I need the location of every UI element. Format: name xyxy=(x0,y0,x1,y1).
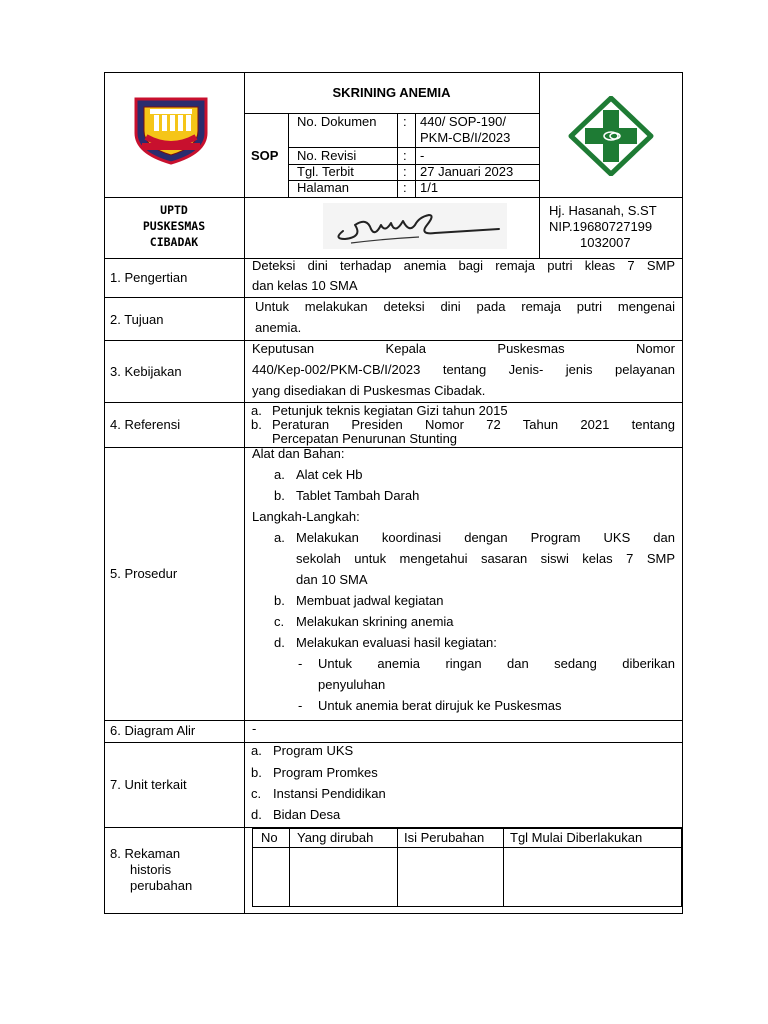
signature-icon xyxy=(323,203,507,249)
label-kebijakan: 3. Kebijakan xyxy=(110,364,182,379)
label-unit-terkait: 7. Unit terkait xyxy=(110,777,187,792)
label-tgl-terbit: Tgl. Terbit xyxy=(297,164,354,179)
label-pengertian: 1. Pengertian xyxy=(110,270,188,285)
org-name xyxy=(104,202,244,250)
signer-nip-line-2: 1032007 xyxy=(580,235,631,250)
sop-label: SOP xyxy=(251,148,279,163)
revision-col-divider-3 xyxy=(503,829,504,907)
alat-b-marker: b. xyxy=(274,488,285,503)
step-a-line-2: sekolah untuk mengetahui sasaran siswi kelas 7 SMP xyxy=(296,551,675,566)
revision-col-isi-perubahan: Isi Perubahan xyxy=(404,830,485,845)
puskesmas-cross-icon xyxy=(567,96,655,176)
unit-c-text: Instansi Pendidikan xyxy=(273,786,386,801)
tujuan-line-2: anemia. xyxy=(255,320,302,335)
referensi-b-line-1: Peraturan Presiden Nomor 72 Tahun 2021 tentang xyxy=(272,417,675,432)
org-line-3: CIBADAK xyxy=(149,235,199,249)
referensi-b-line-2: Percepatan Penurunan Stunting xyxy=(272,431,458,446)
pengertian-line-2: dan kelas 10 SMA xyxy=(252,278,358,293)
tujuan-line-1: Untuk melakukan deteksi dini pada remaja putri mengenai xyxy=(255,299,675,314)
colon-no-revisi: : xyxy=(403,148,407,163)
value-halaman: 1/1 xyxy=(420,180,439,195)
sop-label-divider xyxy=(288,113,289,197)
value-tgl-terbit: 27 Januari 2023 xyxy=(420,164,514,179)
revision-col-divider-1 xyxy=(289,829,290,907)
signer-name: Hj. Hasanah, S.ST xyxy=(549,203,657,218)
rule-pengertian-bottom xyxy=(104,297,683,298)
unit-a-marker: a. xyxy=(251,743,262,758)
org-line-1: UPTD xyxy=(160,203,188,217)
step-d-text: Melakukan evaluasi hasil kegiatan: xyxy=(296,635,497,650)
step-d-marker: d. xyxy=(274,635,285,650)
revision-header-rule xyxy=(253,847,683,848)
step-b-marker: b. xyxy=(274,593,285,608)
colon-tgl-terbit: : xyxy=(403,164,407,179)
sub-2-text: Untuk anemia berat dirujuk ke Puskesmas xyxy=(318,698,562,713)
alat-b-text: Tablet Tambah Darah xyxy=(296,488,420,503)
unit-b-text: Program Promkes xyxy=(273,765,378,780)
revision-col-yang-dirubah: Yang dirubah xyxy=(297,830,374,845)
header-right-divider xyxy=(539,72,540,258)
sub-1-marker: - xyxy=(298,656,303,671)
sub-2-marker: - xyxy=(298,698,303,713)
step-a-line-3: dan 10 SMA xyxy=(296,572,368,587)
unit-a-text: Program UKS xyxy=(273,743,354,758)
revision-history-table xyxy=(252,828,682,907)
document-title: SKRINING ANEMIA xyxy=(332,85,451,100)
unit-d-text: Bidan Desa xyxy=(273,807,341,822)
kebijakan-line-1: Keputusan Kepala Puskesmas Nomor xyxy=(252,341,675,356)
label-tujuan: 2. Tujuan xyxy=(110,312,164,327)
langkah-heading: Langkah-Langkah: xyxy=(252,509,360,524)
referensi-a-text: Petunjuk teknis kegiatan Gizi tahun 2015 xyxy=(272,403,508,418)
colon-no-dokumen: : xyxy=(403,114,407,129)
sub-1-line-1: Untuk anemia ringan dan sedang diberikan xyxy=(318,656,675,671)
rule-header-bottom xyxy=(104,197,683,198)
signer-nip-line-1: NIP.19680727199 xyxy=(549,219,653,234)
step-a-marker: a. xyxy=(274,530,285,545)
diagram-alir-value: - xyxy=(252,721,257,736)
kebijakan-line-3: yang disediakan di Puskesmas Cibadak. xyxy=(252,383,486,398)
step-a-line-1: Melakukan koordinasi dengan Program UKS dan xyxy=(296,530,675,545)
label-referensi: 4. Referensi xyxy=(110,417,181,432)
unit-d-marker: d. xyxy=(251,807,262,822)
label-prosedur: 5. Prosedur xyxy=(110,566,178,581)
alat-a-marker: a. xyxy=(274,467,285,482)
label-rekaman-2: historis xyxy=(130,862,172,877)
revision-col-divider-2 xyxy=(397,829,398,907)
label-halaman: Halaman xyxy=(297,180,350,195)
label-rekaman-3: perubahan xyxy=(130,878,193,893)
alat-heading: Alat dan Bahan: xyxy=(252,446,345,461)
value-no-dokumen-2: PKM-CB/I/2023 xyxy=(420,130,511,145)
revision-col-tgl-mulai: Tgl Mulai Diberlakukan xyxy=(510,830,643,845)
label-rekaman-1: 8. Rekaman xyxy=(110,846,181,861)
referensi-a-marker: a. xyxy=(251,403,262,418)
revision-col-no: No xyxy=(261,830,278,845)
value-no-dokumen-1: 440/ SOP-190/ xyxy=(420,114,506,129)
label-no-dokumen: No. Dokumen xyxy=(297,114,377,129)
unit-b-marker: b. xyxy=(251,765,262,780)
value-no-revisi: - xyxy=(420,148,425,163)
step-c-marker: c. xyxy=(274,614,285,629)
regency-emblem-icon xyxy=(132,93,210,165)
step-b-text: Membuat jadwal kegiatan xyxy=(296,593,444,608)
rule-prosedur-bottom xyxy=(104,720,683,721)
org-line-2: PUSKESMAS xyxy=(142,219,206,233)
colon-divider-right xyxy=(415,113,416,197)
alat-a-text: Alat cek Hb xyxy=(296,467,363,482)
unit-c-marker: c. xyxy=(251,786,262,801)
referensi-b-marker: b. xyxy=(251,417,262,432)
rule-referensi-bottom xyxy=(104,447,683,448)
sub-1-line-2: penyuluhan xyxy=(318,677,386,692)
colon-divider-left xyxy=(397,113,398,197)
left-column-divider xyxy=(244,72,245,914)
rule-diagram-bottom xyxy=(104,742,683,743)
label-no-revisi: No. Revisi xyxy=(297,148,357,163)
colon-halaman: : xyxy=(403,180,407,195)
pengertian-line-1: Deteksi dini terhadap anemia bagi remaja putri kleas 7 SMP xyxy=(252,258,675,273)
label-diagram-alir: 6. Diagram Alir xyxy=(110,723,196,738)
kebijakan-line-2: 440/Kep-002/PKM-CB/I/2023 tentang Jenis- jenis pelayanan xyxy=(252,362,675,377)
step-c-text: Melakukan skrining anemia xyxy=(296,614,454,629)
